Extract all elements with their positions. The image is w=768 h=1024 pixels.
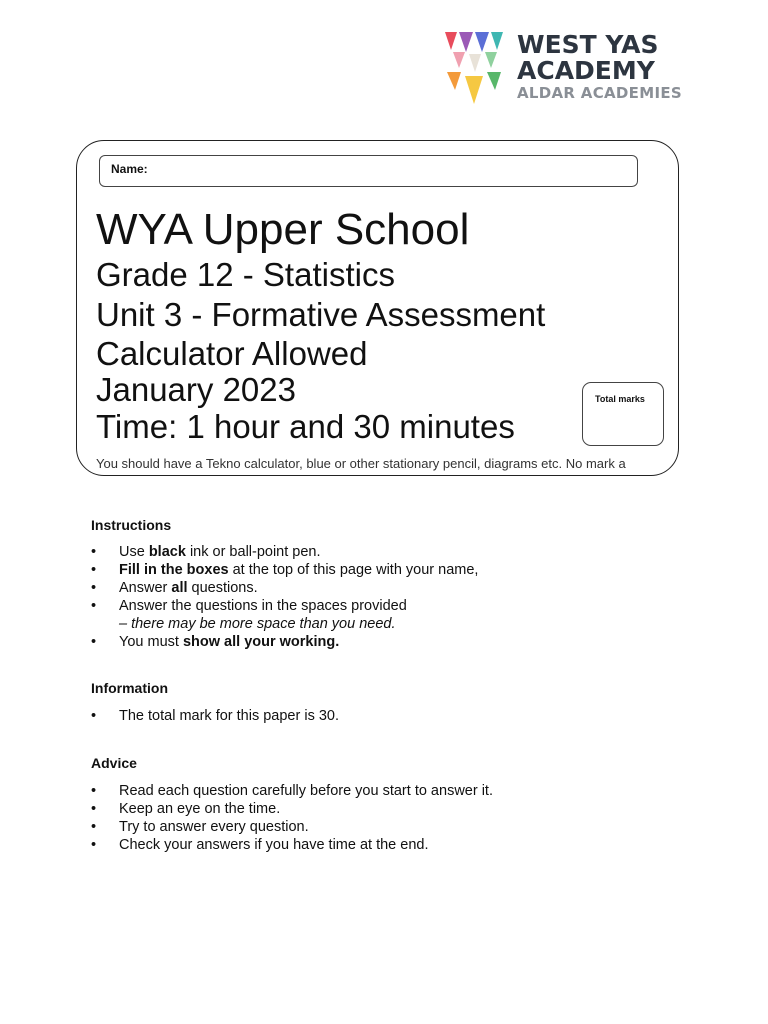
exam-date: January 2023 (96, 371, 296, 408)
logo-mark-icon (443, 30, 507, 110)
information-list (91, 707, 339, 725)
clipped-note-text: You should have a Tekno calculator, blue or other stationary pencil, diagrams etc. No mark a (96, 456, 626, 471)
cover-header-box (76, 140, 679, 476)
total-marks-box[interactable] (582, 382, 664, 446)
total-marks-label: Total marks (595, 394, 645, 404)
list-item: • Try to answer every question. (91, 819, 309, 835)
list-item: • Fill in the boxes at the top of this page with your name, (91, 562, 479, 578)
exam-duration: Time: 1 hour and 30 minutes (96, 408, 515, 445)
calculator-note: Calculator Allowed (96, 335, 368, 372)
list-item: • Read each question carefully before you start to answer it. (91, 783, 493, 799)
logo-subtitle: ALDAR ACADEMIES (517, 84, 682, 102)
information-heading: Information (91, 680, 168, 696)
assessment-unit: Unit 3 - Formative Assessment (96, 296, 546, 333)
list-item: • Check your answers if you have time at the end. (91, 837, 429, 853)
grade-subject: Grade 12 - Statistics (96, 256, 395, 293)
list-item: • The total mark for this paper is 30. (91, 708, 340, 724)
advice-heading: Advice (91, 755, 137, 771)
instruction-continuation: – there may be more space than you need. (119, 616, 396, 632)
school-title: WYA Upper School (96, 205, 470, 254)
name-field[interactable] (99, 155, 638, 187)
list-item: • Answer all questions. (91, 580, 258, 596)
school-logo (443, 30, 683, 110)
instructions-heading: Instructions (91, 517, 172, 533)
instructions-list (91, 543, 478, 651)
list-item: • Use black ink or ball-point pen. (91, 544, 321, 560)
logo-title-line2: ACADEMY (517, 56, 655, 85)
list-item: • Answer the questions in the spaces provided – there may be more space than you need. (91, 598, 407, 632)
list-item: • You must show all your working. (91, 634, 340, 650)
advice-list (91, 782, 493, 854)
list-item: • Keep an eye on the time. (91, 801, 281, 817)
name-label: Name: (111, 162, 148, 176)
logo-title-line1: WEST YAS (517, 30, 659, 59)
